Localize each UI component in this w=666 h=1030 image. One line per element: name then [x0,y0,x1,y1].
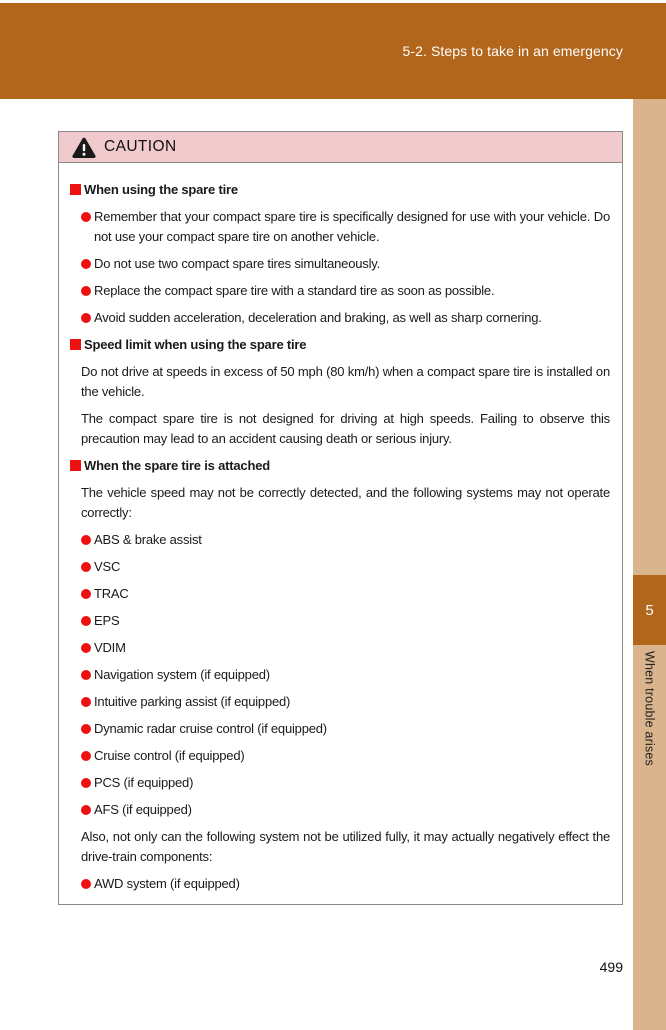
circle-bullet-icon [81,212,91,222]
paragraph: The vehicle speed may not be correctly detected, and the following systems may not operate correctly: [81,485,610,520]
list-item [70,874,610,894]
list-item-text: Replace the compact spare tire with a standard tire as soon as possible. [94,283,495,298]
list-item [70,308,610,328]
caution-section [70,456,610,894]
list-item-text: Navigation system (if equipped) [94,667,270,682]
circle-bullet-icon [81,805,91,815]
list-item [70,557,610,577]
circle-bullet-icon [81,879,91,889]
circle-bullet-icon [81,616,91,626]
section-heading-label: Speed limit when using the spare tire [84,337,307,352]
section-heading [70,456,610,476]
circle-bullet-icon [81,778,91,788]
list-item-text: EPS [94,613,120,628]
caution-section [70,180,610,328]
list-item-text: VSC [94,559,121,574]
breadcrumb: 5-2. Steps to take in an emergency [402,43,623,59]
section-heading-label: When the spare tire is attached [84,458,270,473]
caution-sections [59,163,622,894]
list-item [70,746,610,766]
circle-bullet-icon [81,535,91,545]
square-bullet-icon [70,339,81,350]
list-item-text: Intuitive parking assist (if equipped) [94,694,291,709]
list-item-text: Cruise control (if equipped) [94,748,245,763]
list-item-text: AWD system (if equipped) [94,876,240,891]
list-item-text: ABS & brake assist [94,532,202,547]
circle-bullet-icon [81,751,91,761]
circle-bullet-icon [81,589,91,599]
square-bullet-icon [70,184,81,195]
list-item [70,665,610,685]
section-heading [70,335,610,355]
circle-bullet-icon [81,313,91,323]
circle-bullet-icon [81,697,91,707]
circle-bullet-icon [81,286,91,296]
section-heading [70,180,610,200]
caution-box [58,131,623,905]
list-item-text: TRAC [94,586,129,601]
paragraph: Do not drive at speeds in excess of 50 mph (80 km/h) when a compact spare tire is installed on the vehicle. [81,364,610,399]
list-item [70,773,610,793]
paragraph: The compact spare tire is not designed for driving at high speeds. Failing to observe this precaution may lead to an accident causing death or serious injury. [81,411,610,446]
circle-bullet-icon [81,670,91,680]
square-bullet-icon [70,460,81,471]
circle-bullet-icon [81,643,91,653]
list-item [70,254,610,274]
list-item-text: VDIM [94,640,126,655]
list-item-text: PCS (if equipped) [94,775,194,790]
circle-bullet-icon [81,724,91,734]
list-item [70,584,610,604]
list-item [70,692,610,712]
caution-header [59,132,622,163]
list-item-text: Remember that your compact spare tire is specifically designed for use with your vehicle. Do not use your compact spare tire on another vehicle. [94,209,610,244]
chapter-side-label [633,651,666,871]
list-item [70,719,610,739]
list-item-text: AFS (if equipped) [94,802,192,817]
list-item [70,611,610,631]
section-heading-label: When using the spare tire [84,182,238,197]
chapter-label-text: When trouble arises [642,651,657,766]
circle-bullet-icon [81,562,91,572]
list-item [70,281,610,301]
chapter-number: 5 [645,601,654,619]
list-item-text: Avoid sudden acceleration, deceleration and braking, as well as sharp cornering. [94,310,542,325]
chapter-header-bar [0,3,666,99]
chapter-side-strip [633,99,666,1030]
warning-triangle-icon [72,137,96,158]
caution-title: CAUTION [104,138,177,155]
circle-bullet-icon [81,259,91,269]
list-item [70,530,610,550]
list-item [70,638,610,658]
chapter-tab [633,575,666,645]
list-item-text: Do not use two compact spare tires simultaneously. [94,256,381,271]
list-item [70,800,610,820]
caution-section [70,335,610,449]
page-number: 499 [599,959,623,975]
list-item [70,207,610,247]
list-item-text: Dynamic radar cruise control (if equipped) [94,721,327,736]
paragraph: Also, not only can the following system not be utilized fully, it may actually negatively effect the drive-train components: [81,829,610,864]
